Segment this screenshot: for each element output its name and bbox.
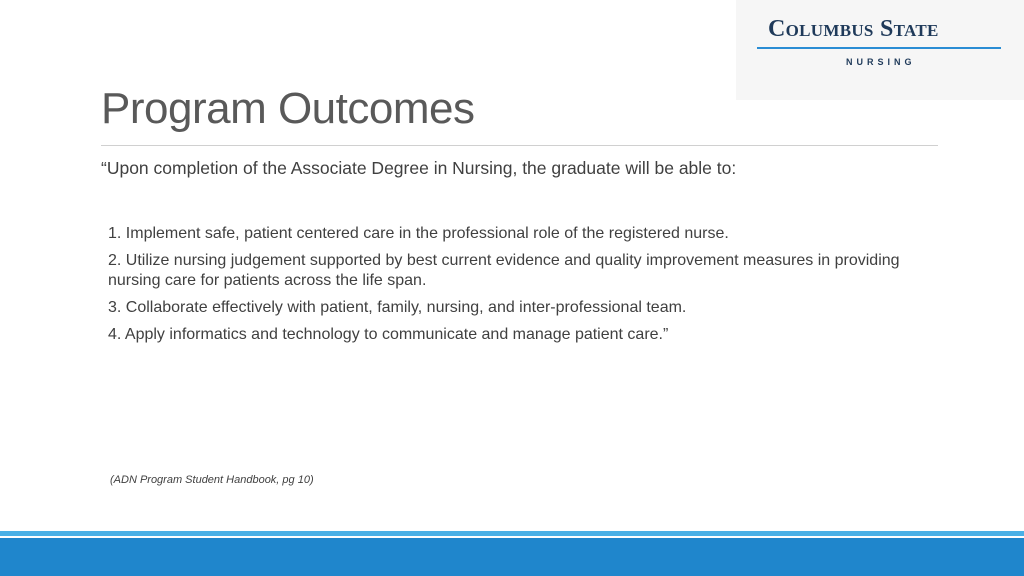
title-divider	[101, 145, 938, 146]
columbus-state-logo: Columbus State	[768, 16, 939, 42]
outcomes-list	[108, 224, 918, 352]
slide-title: Program Outcomes	[101, 84, 475, 133]
outcome-item: 2. Utilize nursing judgement supported by best current evidence and quality improvement measures in providing nursing care for patients across the life span.	[108, 252, 900, 289]
outcome-item: 3. Collaborate effectively with patient, family, nursing, and inter-professional team.	[108, 299, 687, 316]
logo-subtitle: NURSING	[846, 57, 916, 67]
logo-divider	[757, 47, 1001, 49]
footer-bar	[0, 538, 1024, 576]
outcome-item: 1. Implement safe, patient centered care in the professional role of the registered nurse.	[108, 225, 729, 242]
citation-text: (ADN Program Student Handbook, pg 10)	[110, 474, 314, 486]
outcome-item: 4. Apply informatics and technology to communicate and manage patient care.”	[108, 326, 669, 343]
footer-accent-stripe	[0, 531, 1024, 536]
intro-text: “Upon completion of the Associate Degree in Nursing, the graduate will be able to:	[101, 158, 737, 178]
logo-panel	[736, 0, 1024, 100]
